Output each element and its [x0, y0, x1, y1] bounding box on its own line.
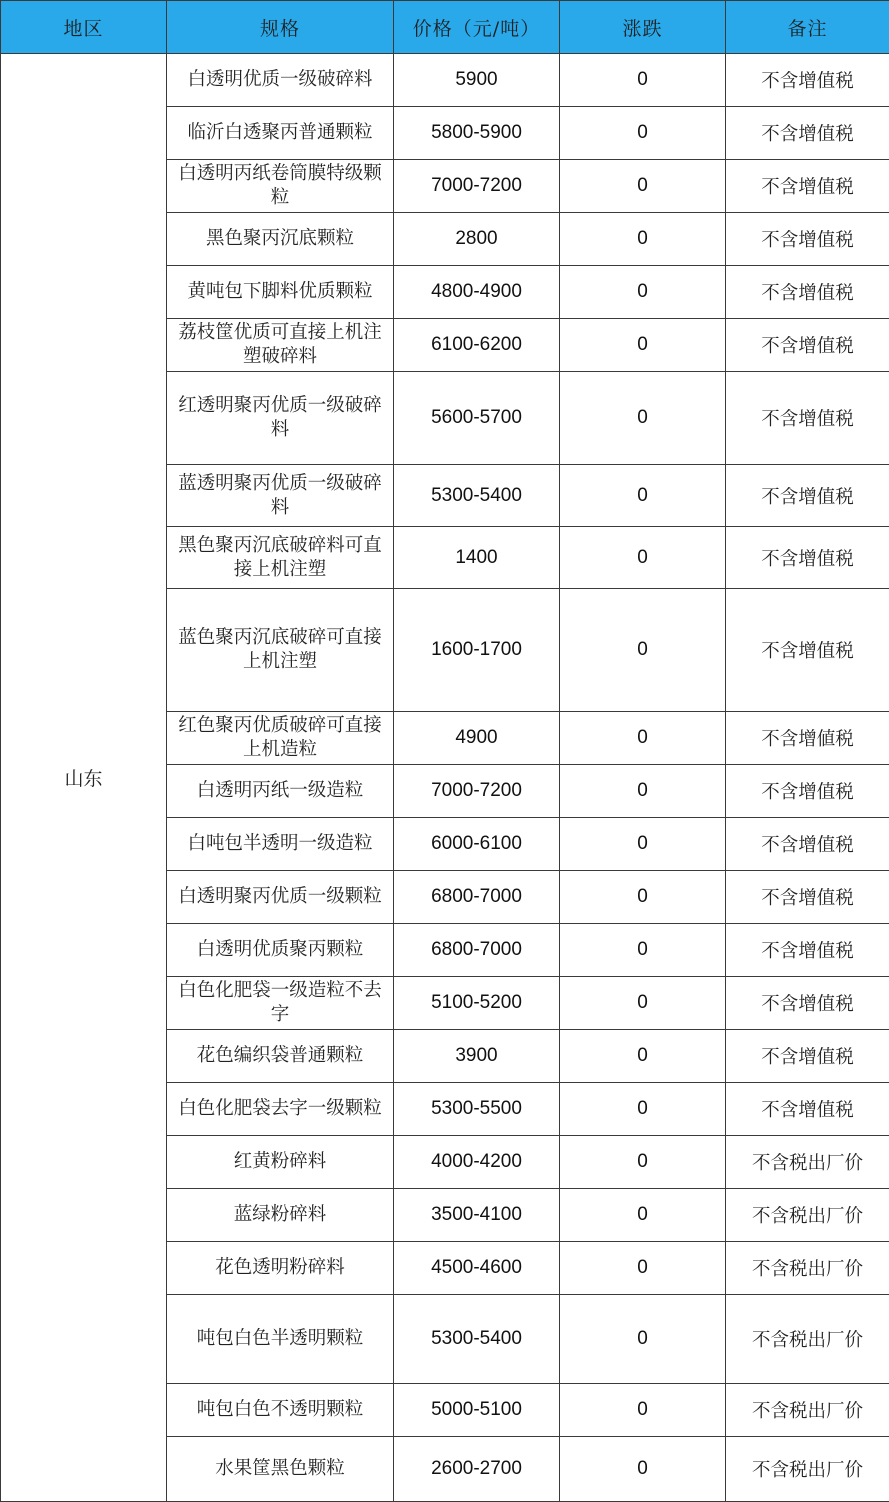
note-cell: 不含增值税 — [726, 765, 889, 818]
price-cell: 2600-2700 — [394, 1437, 560, 1502]
price-cell: 6800-7000 — [394, 924, 560, 977]
spec-cell: 红透明聚丙优质一级破碎料 — [167, 372, 394, 465]
note-cell: 不含增值税 — [726, 1030, 889, 1083]
note-cell: 不含税出厂价 — [726, 1384, 889, 1437]
note-cell: 不含增值税 — [726, 924, 889, 977]
spec-cell: 花色编织袋普通颗粒 — [167, 1030, 394, 1083]
header-note: 备注 — [726, 1, 889, 54]
spec-cell: 蓝绿粉碎料 — [167, 1189, 394, 1242]
price-cell: 4800-4900 — [394, 266, 560, 319]
note-cell: 不含增值税 — [726, 1083, 889, 1136]
note-cell: 不含增值税 — [726, 54, 889, 107]
price-cell: 5300-5500 — [394, 1083, 560, 1136]
note-cell: 不含增值税 — [726, 319, 889, 372]
change-cell: 0 — [560, 527, 726, 589]
spec-cell: 水果筐黑色颗粒 — [167, 1437, 394, 1502]
change-cell: 0 — [560, 589, 726, 712]
change-cell: 0 — [560, 372, 726, 465]
change-cell: 0 — [560, 818, 726, 871]
change-cell: 0 — [560, 712, 726, 765]
change-cell: 0 — [560, 1242, 726, 1295]
note-cell: 不含增值税 — [726, 372, 889, 465]
spec-cell: 黑色聚丙沉底颗粒 — [167, 213, 394, 266]
price-cell: 1400 — [394, 527, 560, 589]
spec-cell: 蓝透明聚丙优质一级破碎料 — [167, 465, 394, 527]
spec-cell: 红黄粉碎料 — [167, 1136, 394, 1189]
spec-cell: 花色透明粉碎料 — [167, 1242, 394, 1295]
note-cell: 不含增值税 — [726, 977, 889, 1030]
change-cell: 0 — [560, 1083, 726, 1136]
spec-cell: 白透明聚丙优质一级颗粒 — [167, 871, 394, 924]
spec-cell: 红色聚丙优质破碎可直接上机造粒 — [167, 712, 394, 765]
note-cell: 不含增值税 — [726, 213, 889, 266]
price-cell: 1600-1700 — [394, 589, 560, 712]
change-cell: 0 — [560, 266, 726, 319]
header-row — [1, 1, 889, 54]
spec-cell: 吨包白色不透明颗粒 — [167, 1384, 394, 1437]
header-change: 涨跌 — [560, 1, 726, 54]
price-cell: 4900 — [394, 712, 560, 765]
spec-cell: 黑色聚丙沉底破碎料可直接上机注塑 — [167, 527, 394, 589]
price-cell: 5100-5200 — [394, 977, 560, 1030]
change-cell: 0 — [560, 54, 726, 107]
spec-cell: 临沂白透聚丙普通颗粒 — [167, 107, 394, 160]
header-region: 地区 — [1, 1, 167, 54]
spec-cell: 白透明优质一级破碎料 — [167, 54, 394, 107]
price-cell: 5800-5900 — [394, 107, 560, 160]
note-cell: 不含增值税 — [726, 527, 889, 589]
region-cell: 山东 — [1, 54, 167, 1502]
price-cell: 5600-5700 — [394, 372, 560, 465]
change-cell: 0 — [560, 924, 726, 977]
change-cell: 0 — [560, 871, 726, 924]
change-cell: 0 — [560, 319, 726, 372]
price-cell: 5900 — [394, 54, 560, 107]
spec-cell: 黄吨包下脚料优质颗粒 — [167, 266, 394, 319]
note-cell: 不含增值税 — [726, 266, 889, 319]
change-cell: 0 — [560, 213, 726, 266]
change-cell: 0 — [560, 465, 726, 527]
price-cell: 5000-5100 — [394, 1384, 560, 1437]
change-cell: 0 — [560, 1189, 726, 1242]
header-price: 价格（元/吨） — [394, 1, 560, 54]
note-cell: 不含增値税 — [726, 712, 889, 765]
price-cell: 3500-4100 — [394, 1189, 560, 1242]
note-cell: 不含增值税 — [726, 107, 889, 160]
price-cell: 5300-5400 — [394, 465, 560, 527]
price-cell: 6100-6200 — [394, 319, 560, 372]
price-cell: 6000-6100 — [394, 818, 560, 871]
change-cell: 0 — [560, 1437, 726, 1502]
price-cell: 7000-7200 — [394, 765, 560, 818]
price-cell: 5300-5400 — [394, 1295, 560, 1384]
note-cell: 不含税出厂价 — [726, 1437, 889, 1502]
change-cell: 0 — [560, 977, 726, 1030]
note-cell: 不含增值税 — [726, 465, 889, 527]
price-cell: 4000-4200 — [394, 1136, 560, 1189]
change-cell: 0 — [560, 1136, 726, 1189]
note-cell: 不含税出厂价 — [726, 1242, 889, 1295]
note-cell: 不含增值税 — [726, 589, 889, 712]
spec-cell: 白透明丙纸卷筒膜特级颗粒 — [167, 160, 394, 213]
price-cell: 6800-7000 — [394, 871, 560, 924]
price-cell: 4500-4600 — [394, 1242, 560, 1295]
spec-cell: 白透明丙纸一级造粒 — [167, 765, 394, 818]
change-cell: 0 — [560, 1384, 726, 1437]
change-cell: 0 — [560, 1295, 726, 1384]
table-body — [1, 54, 889, 1502]
spec-cell: 白色化肥袋一级造粒不去字 — [167, 977, 394, 1030]
spec-cell: 白透明优质聚丙颗粒 — [167, 924, 394, 977]
price-cell: 7000-7200 — [394, 160, 560, 213]
price-cell: 3900 — [394, 1030, 560, 1083]
change-cell: 0 — [560, 765, 726, 818]
note-cell: 不含增值税 — [726, 818, 889, 871]
spec-cell: 荔枝筐优质可直接上机注塑破碎料 — [167, 319, 394, 372]
change-cell: 0 — [560, 160, 726, 213]
note-cell: 不含税出厂价 — [726, 1189, 889, 1242]
spec-cell: 吨包白色半透明颗粒 — [167, 1295, 394, 1384]
table-row — [1, 54, 889, 107]
spec-cell: 白色化肥袋去字一级颗粒 — [167, 1083, 394, 1136]
note-cell: 不含税出厂价 — [726, 1136, 889, 1189]
note-cell: 不含增值税 — [726, 871, 889, 924]
spec-cell: 白吨包半透明一级造粒 — [167, 818, 394, 871]
change-cell: 0 — [560, 1030, 726, 1083]
header-spec: 规格 — [167, 1, 394, 54]
note-cell: 不含增值税 — [726, 160, 889, 213]
note-cell: 不含税出厂价 — [726, 1295, 889, 1384]
spec-cell: 蓝色聚丙沉底破碎可直接上机注塑 — [167, 589, 394, 712]
change-cell: 0 — [560, 107, 726, 160]
price-cell: 2800 — [394, 213, 560, 266]
